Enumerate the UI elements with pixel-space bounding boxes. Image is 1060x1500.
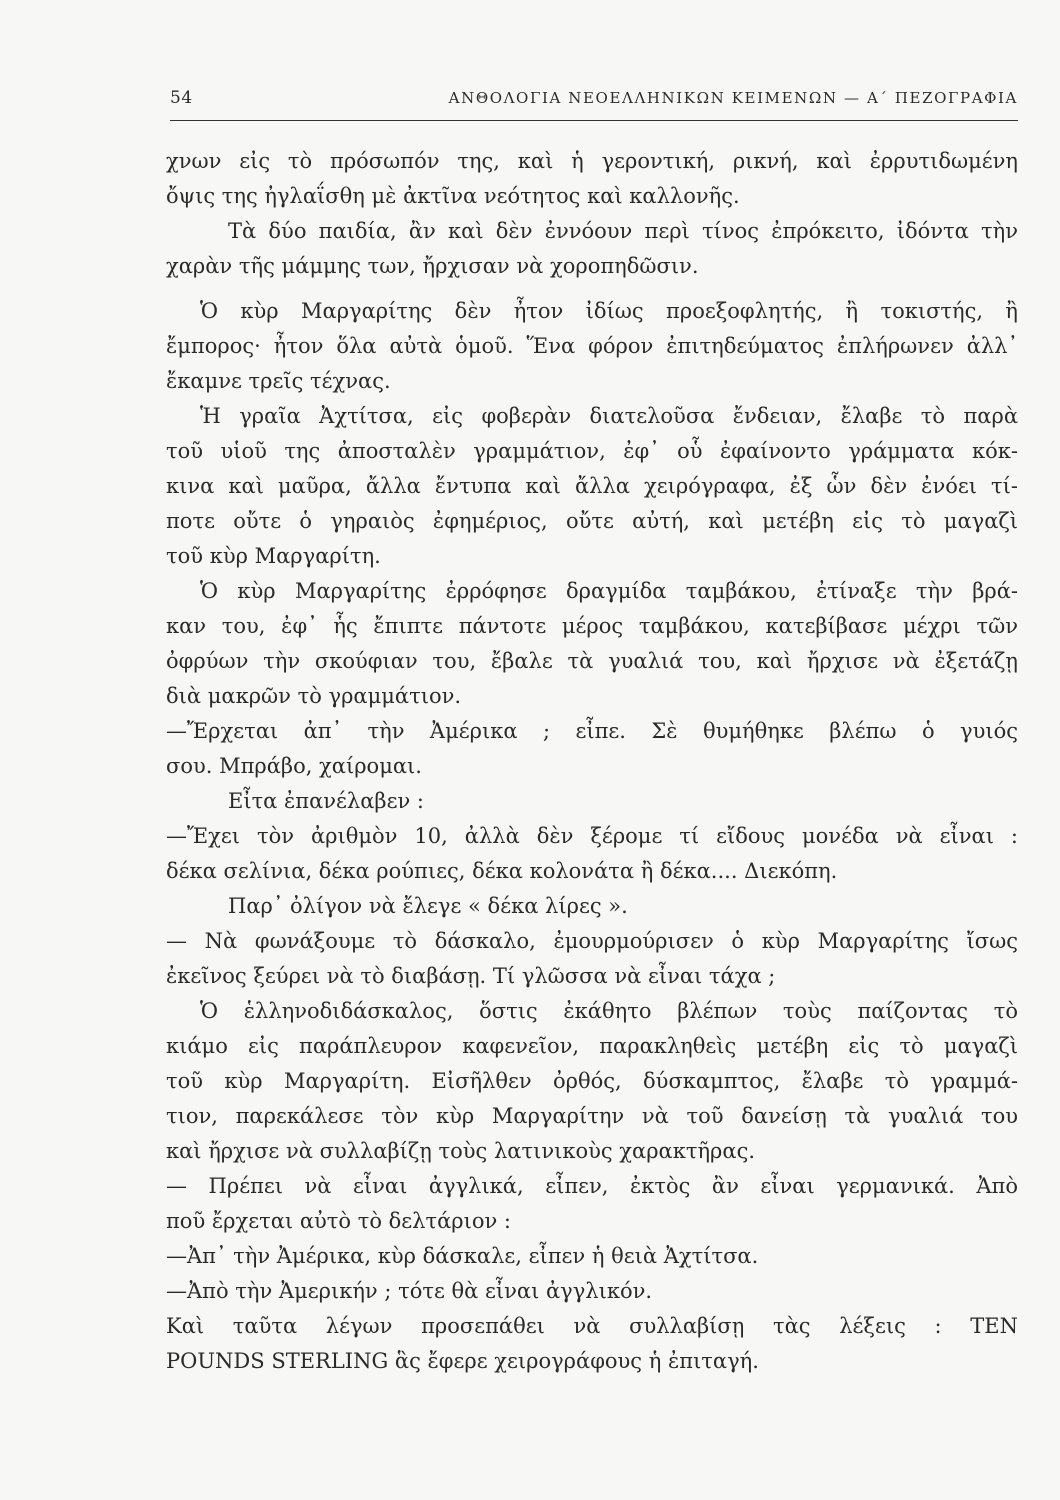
text-line: Τὰ δύο παιδία, ἂν καὶ δὲν ἐννόουν περὶ τίνος ἐπρόκειτο, ἰδόντα τὴν <box>228 219 1018 243</box>
page-header <box>170 88 1018 118</box>
text-line: κιάμο εἰς παράπλευρον καφενεῖον, παρακληθεὶς μετέβη εἰς τὸ μαγαζὶ <box>166 1034 1018 1058</box>
text-line: σου. Μπράβο, χαίρομαι. <box>166 754 422 778</box>
text-line: χνων εἰς τὸ πρόσωπόν της, καὶ ἡ γεροντική, ρικνή, καὶ ἐρρυτιδωμένη <box>166 149 1018 173</box>
text-line: δέκα σελίνια, δέκα ρούπιες, δέκα κολονάτα ἢ δέκα.... Διεκόπη. <box>166 859 838 883</box>
text-line: Εἶτα ἐπανέλαβεν : <box>228 789 424 813</box>
header-rule <box>170 120 1018 121</box>
text-line: καὶ ἤρχισε νὰ συλλαβίζῃ τοὺς λατινικοὺς χαρακτῆρας. <box>166 1139 756 1163</box>
text-line: Ὁ ἑλληνοδιδάσκαλος, ὅστις ἐκάθητο βλέπων τοὺς παίζοντας τὸ <box>200 999 1018 1023</box>
text-line: κινα καὶ μαῦρα, ἄλλα ἔντυπα καὶ ἄλλα χειρόγραφα, ἐξ ὧν δὲν ἐνόει τί- <box>166 474 1018 498</box>
text-line: τοῦ κὺρ Μαργαρίτη. <box>166 544 381 568</box>
text-line: Ἡ γραῖα Ἀχτίτσα, εἰς φοβερὰν διατελοῦσα ἔνδειαν, ἔλαβε τὸ παρὰ <box>200 404 1018 428</box>
paragraph-gap <box>166 284 1018 294</box>
text-line: — Πρέπει νὰ εἶναι ἀγγλικά, εἶπεν, ἐκτὸς ἂν εἶναι γερμανικά. Ἀπὸ <box>166 1174 1018 1198</box>
page-number: 54 <box>170 88 193 108</box>
body-text <box>166 144 1018 1379</box>
text-line: Ὁ κὺρ Μαργαρίτης δὲν ἦτον ἰδίως προεξοφλητής, ἢ τοκιστής, ἢ <box>200 299 1018 323</box>
text-line: — Νὰ φωνάξουμε τὸ δάσκαλο, ἐμουρμούρισεν ὁ κὺρ Μαργαρίτης ἴσως <box>166 929 1018 953</box>
text-line: —Ἀπ᾿ τὴν Ἀμέρικα, κὺρ δάσκαλε, εἶπεν ἡ θειὰ Ἀχτίτσα. <box>166 1244 759 1268</box>
text-line: χαρὰν τῆς μάμμης των, ἤρχισαν νὰ χοροπηδῶσιν. <box>166 254 699 278</box>
text-line: —Ἔχει τὸν ἀριθμὸν 10, ἀλλὰ δὲν ξέρομε τί εἴδους μονέδα νὰ εἶναι : <box>166 824 1018 848</box>
text-line: ποῦ ἔρχεται αὐτὸ τὸ δελτάριον : <box>166 1209 512 1233</box>
text-line: Παρ᾿ ὀλίγον νὰ ἔλεγε « δέκα λίρες ». <box>228 894 628 918</box>
text-line: τοῦ υἱοῦ της ἀποσταλὲν γραμμάτιον, ἐφ᾿ οὗ ἐφαίνοντο γράμματα κόκ- <box>166 439 1018 463</box>
text-line: ὄψις της ἠγλαΐσθη μὲ ἀκτῖνα νεότητος καὶ καλλονῆς. <box>166 184 740 208</box>
text-line: Καὶ ταῦτα λέγων προσεπάθει νὰ συλλαβίσῃ τὰς λέξεις : TEN <box>166 1314 1018 1338</box>
text-line: καν του, ἐφ᾿ ἧς ἔπιπτε πάντοτε μέρος ταμβάκου, κατεβίβασε μέχρι τῶν <box>166 614 1018 638</box>
text-line: ὀφρύων τὴν σκούφιαν του, ἔβαλε τὰ γυαλιά του, καὶ ἤρχισε νὰ ἐξετάζῃ <box>166 649 1018 673</box>
text-line: Ὁ κὺρ Μαργαρίτης ἐρρόφησε δραγμίδα ταμβάκου, ἐτίναξε τὴν βρά- <box>200 579 1018 603</box>
text-line: τιον, παρεκάλεσε τὸν κὺρ Μαργαρίτην νὰ τοῦ δανείσῃ τὰ γυαλιά του <box>166 1104 1018 1128</box>
text-line: ἐκεῖνος ξεύρει νὰ τὸ διαβάσῃ. Τί γλῶσσα νὰ εἶναι τάχα ; <box>166 964 776 988</box>
text-line: ποτε οὔτε ὁ γηραιὸς ἐφημέριος, οὔτε αὐτή, καὶ μετέβη εἰς τὸ μαγαζὶ <box>166 509 1018 533</box>
text-line: τοῦ κὺρ Μαργαρίτη. Εἰσῆλθεν ὀρθός, δύσκαμπτος, ἔλαβε τὸ γραμμά- <box>166 1069 1018 1093</box>
running-title: ΑΝΘΟΛΟΓΙΑ ΝΕΟΕΛΛΗΝΙΚΩΝ ΚΕΙΜΕΝΩΝ — Α΄ ΠΕΖΟΓΡΑΦΙΑ <box>448 89 1018 107</box>
text-line: ἔμπορος· ἦτον ὅλα αὐτὰ ὁμοῦ. Ἕνα φόρον ἐπιτηδεύματος ἐπλήρωνεν ἀλλ᾿ <box>166 334 1018 358</box>
text-line: διὰ μακρῶν τὸ γραμμάτιον. <box>166 684 462 708</box>
text-line: —Ἀπὸ τὴν Ἀμερικήν ; τότε θὰ εἶναι ἀγγλικόν. <box>166 1279 653 1303</box>
text-line: POUNDS STERLING ἃς ἔφερε χειρογράφους ἡ ἐπιταγή. <box>166 1349 759 1373</box>
text-line: —Ἔρχεται ἀπ᾿ τὴν Ἀμέρικα ; εἶπε. Σὲ θυμήθηκε βλέπω ὁ γυιός <box>166 719 1018 743</box>
text-line: ἔκαμνε τρεῖς τέχνας. <box>166 369 391 393</box>
